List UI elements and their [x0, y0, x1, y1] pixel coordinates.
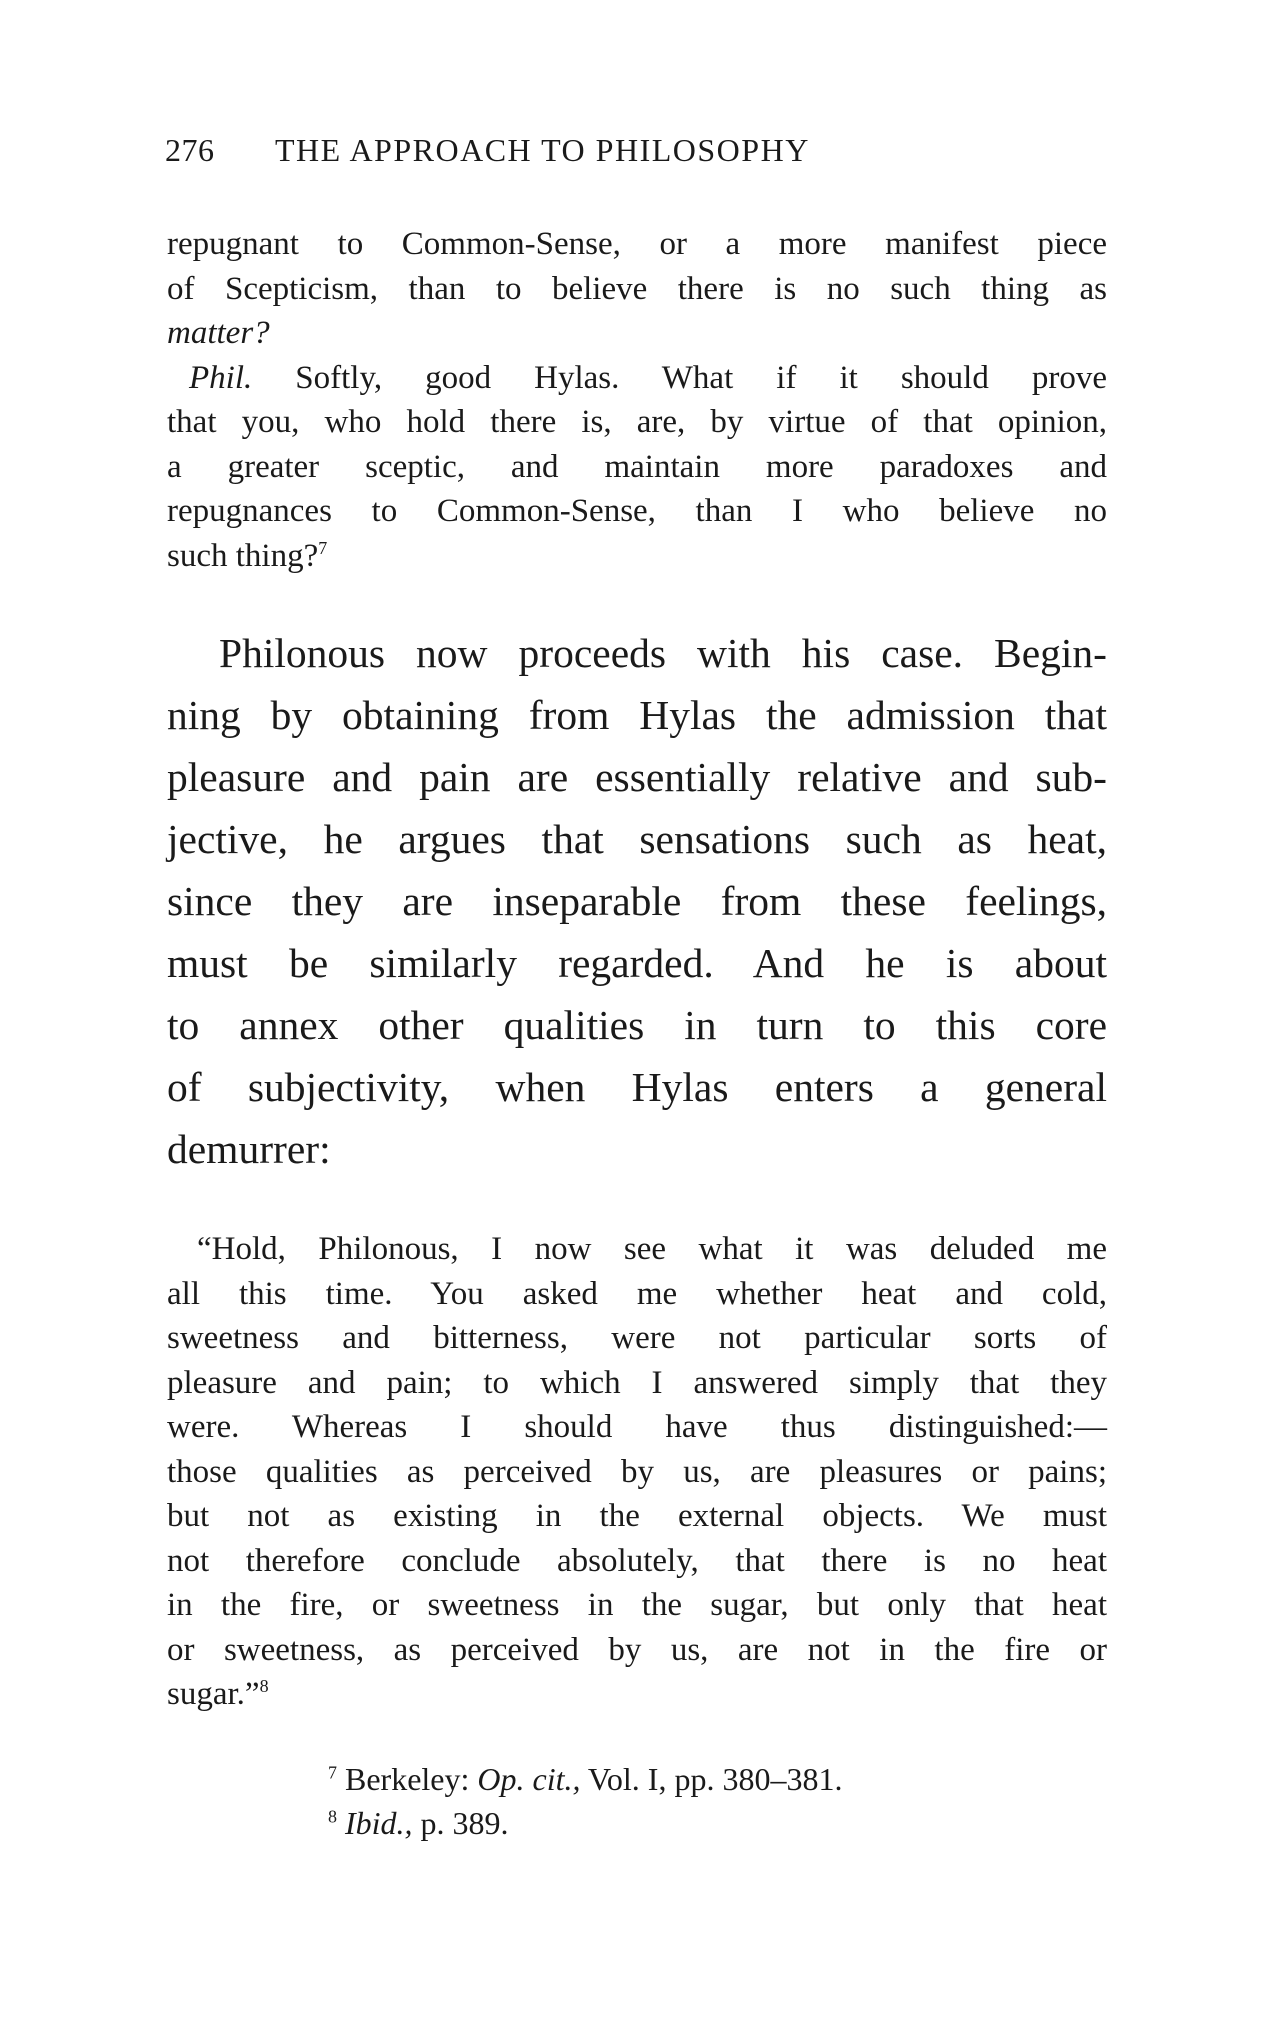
quote-line: “Hold, Philonous, I now see what it was deluded me	[197, 1231, 1107, 1267]
quote-line: those qualities as perceived by us, are pleasures or pains;	[167, 1453, 1107, 1490]
quote-line: pleasure and pain; to which I answered simply that they	[167, 1364, 1107, 1401]
paragraph-line: of subjectivity, when Hylas enters a general	[167, 1064, 1107, 1110]
paragraph-line: since they are inseparable from these feelings,	[167, 878, 1107, 924]
footnote-mark: 7	[328, 1762, 337, 1783]
dialogue-line: that you, who hold there is, are, by virtue of that opinion,	[167, 404, 1107, 440]
footnote-work: Ibid.,	[345, 1805, 413, 1841]
body-paragraph	[167, 622, 1107, 1180]
quote-line: or sweetness, as perceived by us, are not in the fire or	[167, 1631, 1107, 1668]
paragraph-line: ning by obtaining from Hylas the admission that	[167, 692, 1107, 738]
speech-text: Softly, good Hylas. What if it should prove	[295, 359, 1107, 396]
page-number: 276	[165, 132, 215, 168]
footnote-7	[328, 1757, 842, 1801]
footnote-ref: 7	[318, 537, 328, 558]
footnote-work: Op. cit.,	[477, 1761, 581, 1797]
dialogue-excerpt	[167, 222, 1107, 578]
quote-line: were. Whereas I should have thus distinguished:—	[167, 1409, 1107, 1445]
footnote-mark: 8	[328, 1806, 337, 1827]
footnote-author: Berkeley:	[345, 1761, 470, 1797]
footnote-text: Vol. I, pp. 380–381.	[587, 1761, 843, 1797]
dialogue-line: repugnances to Common-Sense, than I who believe no	[167, 493, 1107, 529]
block-quote	[167, 1227, 1107, 1717]
dialogue-last-line	[167, 534, 1107, 579]
paragraph-line: demurrer:	[167, 1126, 331, 1172]
quote-text: sugar.”	[167, 1676, 260, 1712]
dialogue-speech-first-line	[167, 356, 1107, 401]
footnote-8	[328, 1801, 842, 1845]
paragraph-line: Philonous now proceeds with his case. Begin-	[219, 630, 1107, 676]
dialogue-line: a greater sceptic, and maintain more paradoxes and	[167, 448, 1107, 485]
dialogue-line: repugnant to Common-Sense, or a more manifest piece	[167, 226, 1107, 262]
footnote-text: p. 389.	[420, 1805, 509, 1841]
quote-line: sweetness and bitterness, were not particular sorts of	[167, 1320, 1107, 1356]
quote-last-line	[167, 1672, 1107, 1717]
footnotes	[328, 1757, 842, 1845]
quote-line: not therefore conclude absolutely, that there is no heat	[167, 1542, 1107, 1579]
quote-line: but not as existing in the external objects. We must	[167, 1498, 1107, 1534]
speech-text: such thing?	[167, 537, 319, 574]
footnote-ref: 8	[259, 1676, 269, 1696]
paragraph-line: to annex other qualities in turn to this core	[167, 1002, 1107, 1048]
paragraph-line: jective, he argues that sensations such as heat,	[167, 816, 1107, 862]
dialogue-line: of Scepticism, than to believe there is no such thing as	[167, 270, 1107, 307]
quote-line: all this time. You asked me whether heat and cold,	[167, 1275, 1107, 1312]
dialogue-line: matter?	[167, 315, 270, 351]
page-header	[165, 132, 1125, 169]
speaker-label: Phil.	[189, 359, 253, 396]
quote-line: in the fire, or sweetness in the sugar, but only that heat	[167, 1587, 1107, 1623]
paragraph-line: must be similarly regarded. And he is about	[167, 940, 1107, 986]
running-title: THE APPROACH TO PHILOSOPHY	[275, 132, 810, 168]
paragraph-line: pleasure and pain are essentially relative and sub-	[167, 754, 1107, 800]
